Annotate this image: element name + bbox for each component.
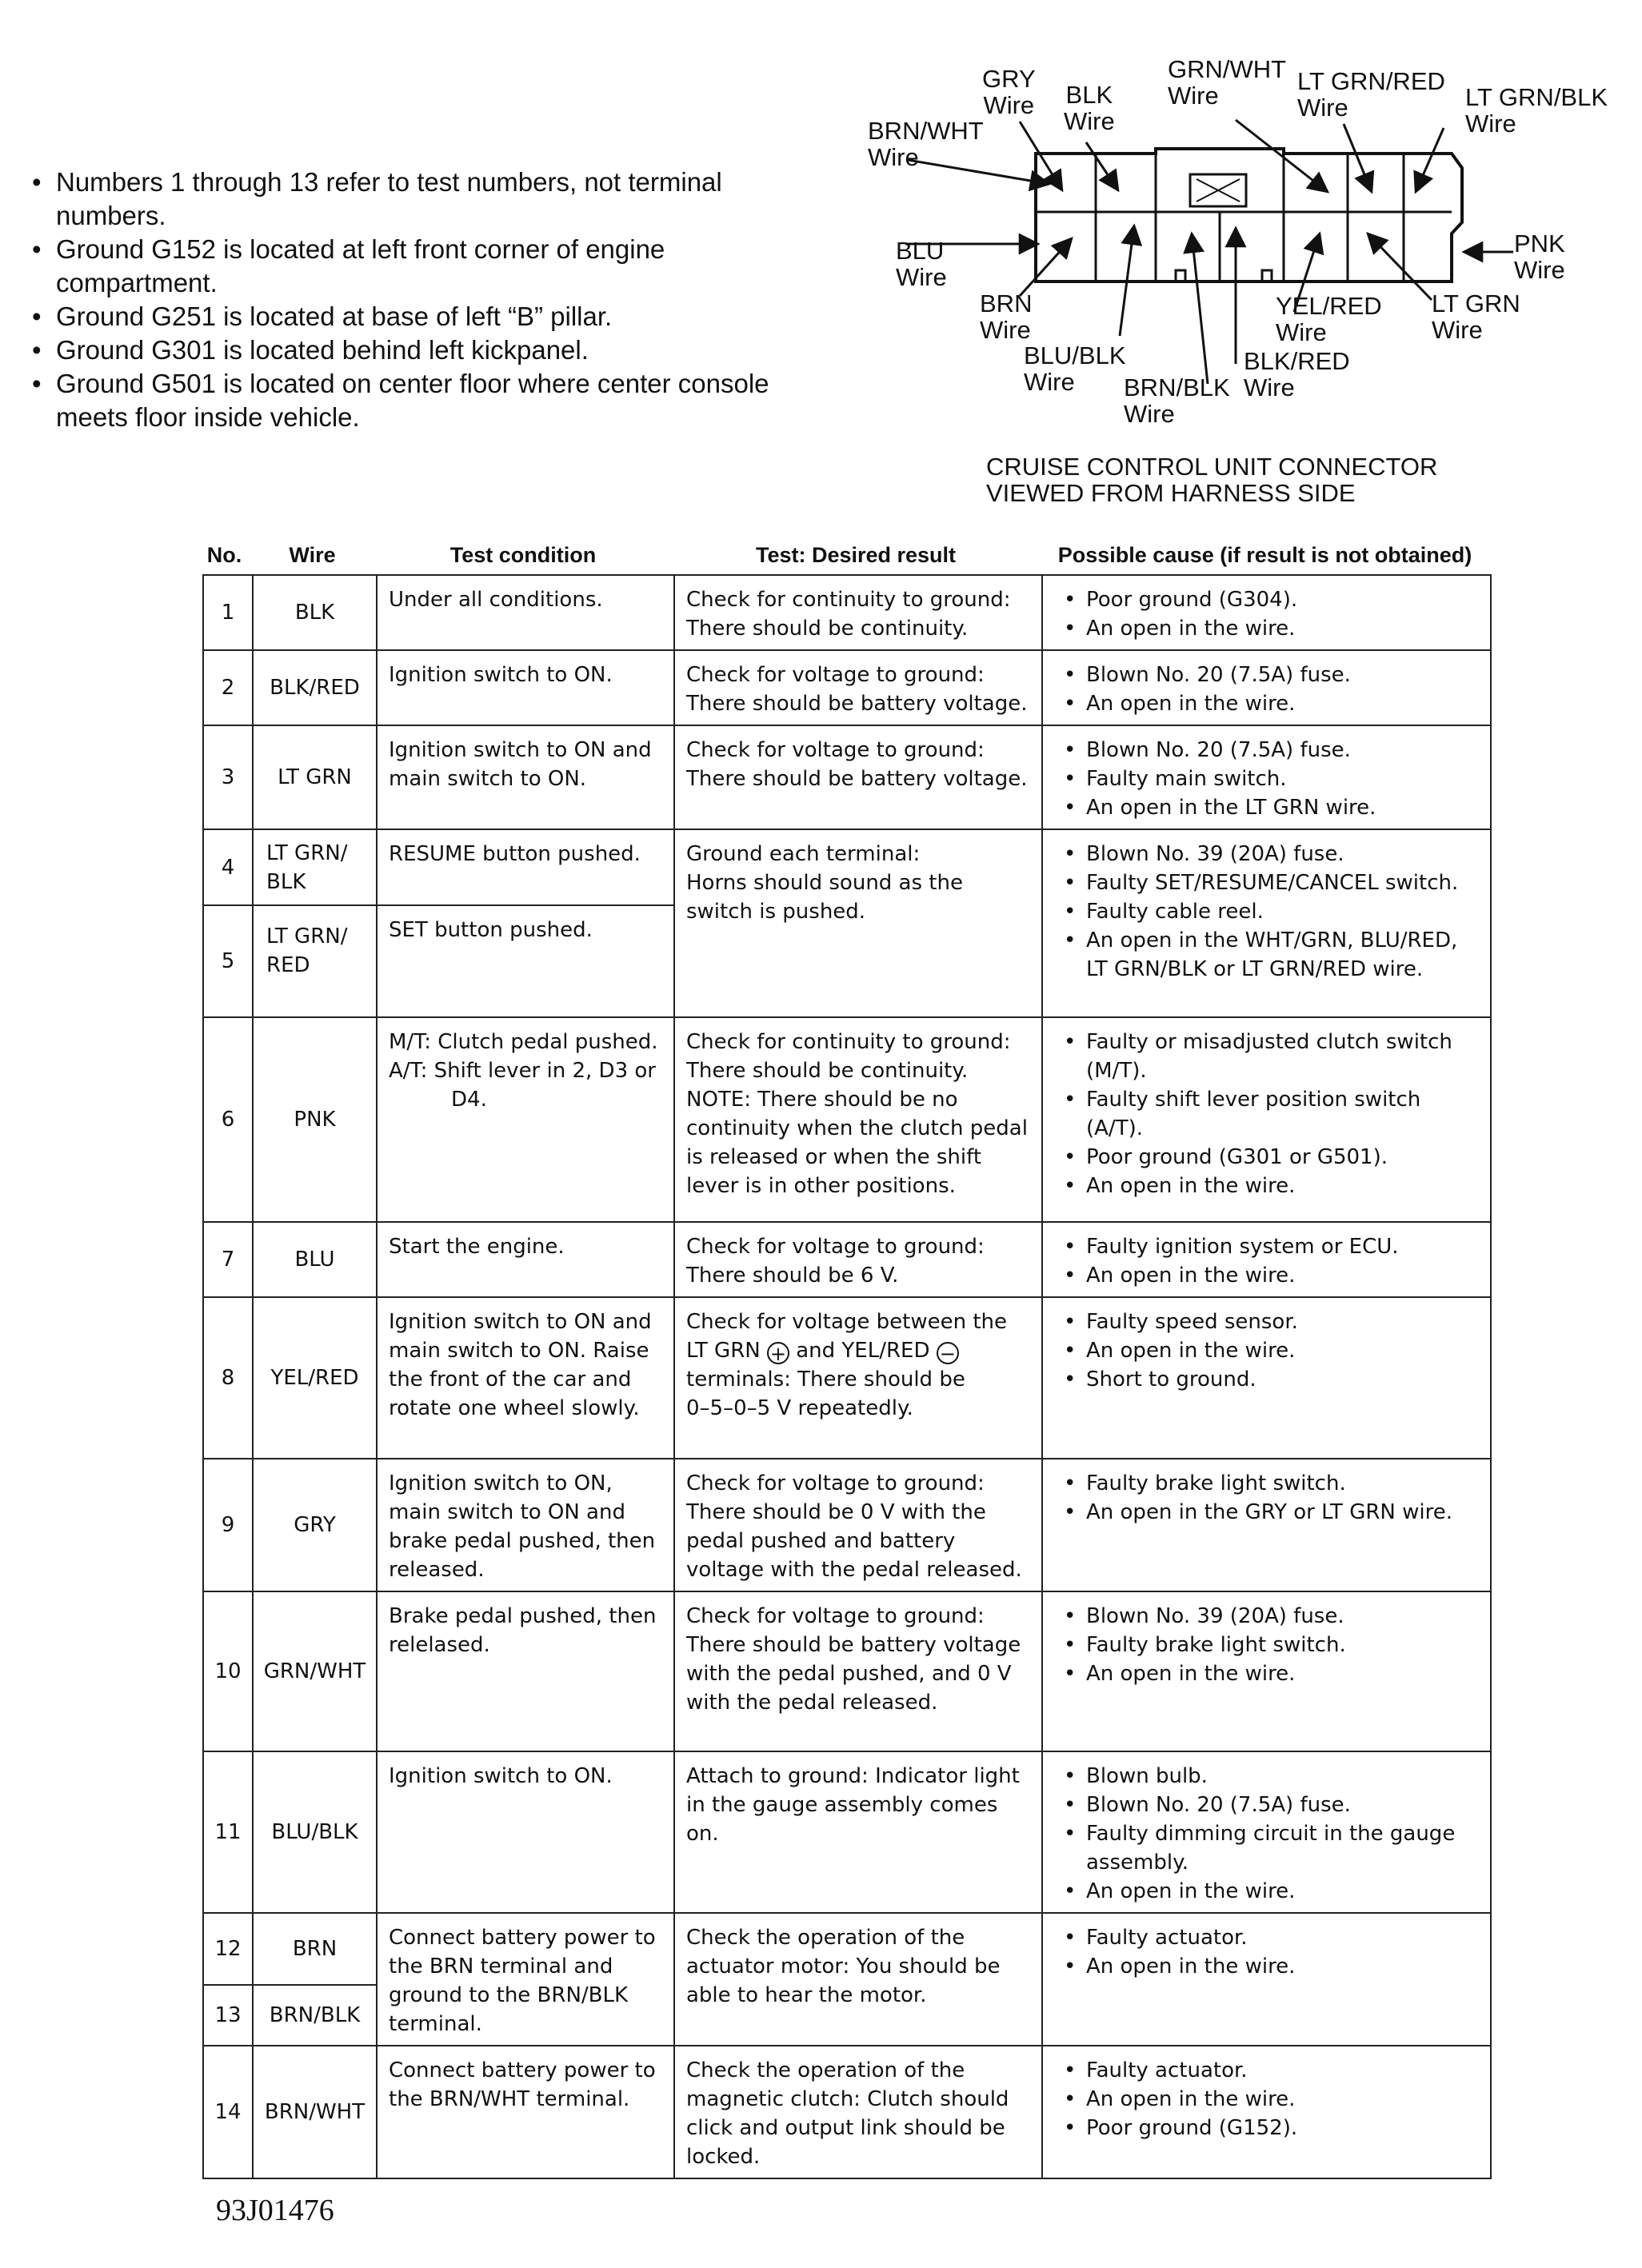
row-causes: • Faulty actuator. • An open in the wire. • Poor ground (G152). (1042, 2046, 1491, 2178)
row-wire: GRN/WHT (253, 1591, 377, 1751)
row-number: 2 (203, 650, 253, 725)
header-cause: Possible cause (if result is not obtained) (1057, 543, 1472, 567)
table-row (203, 1459, 1491, 1591)
test-table (202, 574, 1492, 2179)
row-number: 13 (203, 1985, 253, 2046)
figure-code: 93J01476 (216, 2194, 334, 2227)
row-wire: GRY (253, 1459, 377, 1591)
table-row (203, 1017, 1491, 1222)
row-result: Check for voltage to ground: There should be 6 V. (674, 1222, 1042, 1297)
table-row (203, 1222, 1491, 1297)
table-row (203, 1913, 1491, 1985)
row-causes: • Blown No. 20 (7.5A) fuse. • Faulty main switch. • An open in the LT GRN wire. (1042, 725, 1491, 829)
minus-symbol-icon: − (937, 1342, 959, 1364)
note-item: • Numbers 1 through 13 refer to test numbers, not terminal numbers. (32, 166, 832, 233)
row-condition: Start the engine. (377, 1222, 674, 1297)
row-number: 12 (203, 1913, 253, 1985)
row-condition: Ignition switch to ON and main switch to ON. (377, 725, 674, 829)
row-number: 1 (203, 575, 253, 650)
label-lt-grn-blk-wire: LT GRN/BLK Wire (1465, 83, 1608, 138)
plus-symbol-icon: + (767, 1342, 789, 1364)
row-condition: Ignition switch to ON, main switch to ON and brake pedal pushed, then released. (377, 1459, 674, 1591)
label-blk-wire: BLK Wire (1064, 81, 1115, 135)
note-item: • Ground G152 is located at left front corner of engine compartment. (32, 233, 832, 300)
row-result: Check for voltage to ground: There should be battery voltage. (674, 725, 1042, 829)
row-number: 6 (203, 1017, 253, 1222)
row-causes: • Poor ground (G304). • An open in the wire. (1042, 575, 1491, 650)
row-number: 14 (203, 2046, 253, 2178)
row-result: Check for voltage to ground: There should be 0 V with the pedal pushed and battery voltage with the pedal released. (674, 1459, 1042, 1591)
row-causes: • Blown No. 20 (7.5A) fuse. • An open in the wire. (1042, 650, 1491, 725)
row-causes: • Blown No. 39 (20A) fuse. • Faulty brake light switch. • An open in the wire. (1042, 1591, 1491, 1751)
row-causes: • Faulty speed sensor. • An open in the wire. • Short to ground. (1042, 1297, 1491, 1459)
row-number: 10 (203, 1591, 253, 1751)
row-causes: • Blown bulb. • Blown No. 20 (7.5A) fuse. • Faulty dimming circuit in the gauge assembly. • An open in the wire. (1042, 1751, 1491, 1913)
leader-brn (1020, 238, 1072, 296)
row-result: Check for voltage to ground: There should be battery voltage. (674, 650, 1042, 725)
label-lt-grn-red-wire: LT GRN/RED Wire (1297, 67, 1445, 122)
row-result: Check for continuity to ground: There should be continuity. NOTE: There should be no continuity when the clutch pedal is released or when the shift lever is in other positions. (674, 1017, 1042, 1222)
row-result: Check for voltage to ground: There should be battery voltage with the pedal pushed, and 0 V with the pedal released. (674, 1591, 1042, 1751)
row-condition: Ignition switch to ON and main switch to ON. Raise the front of the car and rotate one wheel slowly. (377, 1297, 674, 1459)
row-number: 3 (203, 725, 253, 829)
note-item: • Ground G301 is located behind left kickpanel. (32, 333, 832, 367)
header-no: No. (206, 543, 242, 567)
row-number: 9 (203, 1459, 253, 1591)
label-pnk-wire: PNK Wire (1514, 230, 1565, 284)
row-condition: Under all conditions. (377, 575, 674, 650)
row-condition: Brake pedal pushed, then relelased. (377, 1591, 674, 1751)
row-causes: • Blown No. 39 (20A) fuse. • Faulty SET/RESUME/CANCEL switch. • Faulty cable reel. • An open in the WHT/GRN, BLU/RED, LT GRN/BLK or LT GRN/RED wire. (1042, 829, 1491, 1017)
header-wire: Wire (289, 543, 336, 567)
row-result: Check for continuity to ground: There should be continuity. (674, 575, 1042, 650)
label-grn-wht-wire: GRN/WHT Wire (1168, 55, 1287, 110)
row-causes: • Faulty or misadjusted clutch switch (M/T). • Faulty shift lever position switch (A/T). • Poor ground (G301 or G501). • An open in the wire. (1042, 1017, 1491, 1222)
row-condition: Connect battery power to the BRN/WHT terminal. (377, 2046, 674, 2178)
table-row (203, 829, 1491, 905)
row-number: 7 (203, 1222, 253, 1297)
row-wire: BRN/BLK (253, 1985, 377, 2046)
connector-caption: CRUISE CONTROL UNIT CONNECTOR VIEWED FROM HARNESS SIDE (986, 453, 1438, 507)
row-causes: • Faulty actuator. • An open in the wire. (1042, 1913, 1491, 2046)
row-condition: SET button pushed. (377, 905, 674, 1017)
row-result: Check for voltage between the LT GRN + and YEL/RED − terminals: There should be 0–5–0–5 V repeatedly. (674, 1297, 1042, 1459)
row-causes: • Faulty ignition system or ECU. • An open in the wire. (1042, 1222, 1491, 1297)
label-lt-grn-wire: LT GRN Wire (1432, 289, 1520, 344)
table-row (203, 650, 1491, 725)
table-row (203, 1591, 1491, 1751)
row-wire: PNK (253, 1017, 377, 1222)
row-number: 4 (203, 829, 253, 905)
row-wire: LT GRN/ BLK (253, 829, 377, 905)
connector-diagram (840, 48, 1624, 464)
row-condition: Ignition switch to ON. (377, 650, 674, 725)
label-yel-red-wire: YEL/RED Wire (1276, 292, 1382, 346)
row-condition: M/T: Clutch pedal pushed. A/T: Shift lever in 2, D3 or D4. (377, 1017, 674, 1222)
header-result: Test: Desired result (755, 543, 957, 567)
row-wire: BLU/BLK (253, 1751, 377, 1913)
connector-body (1036, 149, 1462, 282)
row-wire: BLK (253, 575, 377, 650)
row-result: Attach to ground: Indicator light in the gauge assembly comes on. (674, 1751, 1042, 1913)
row-wire: BRN (253, 1913, 377, 1985)
row-result: Check the operation of the actuator motor: You should be able to hear the motor. (674, 1913, 1042, 2046)
table-row (203, 1751, 1491, 1913)
note-item: • Ground G251 is located at base of left “B” pillar. (32, 300, 832, 333)
label-blu-blk-wire: BLU/BLK Wire (1024, 341, 1126, 396)
label-brn-blk-wire: BRN/BLK Wire (1124, 373, 1230, 428)
label-blk-red-wire: BLK/RED Wire (1244, 347, 1350, 401)
row-number: 8 (203, 1297, 253, 1459)
row-wire: LT GRN (253, 725, 377, 829)
table-row (203, 2046, 1491, 2178)
label-brn-wht-wire: BRN/WHT Wire (868, 117, 984, 171)
table-row (203, 1297, 1491, 1459)
label-brn-wire: BRN Wire (980, 289, 1033, 344)
leader-blk (1086, 142, 1118, 190)
row-number: 11 (203, 1751, 253, 1913)
row-result: Ground each terminal: Horns should sound as the switch is pushed. (674, 829, 1042, 1017)
row-wire: BLK/RED (253, 650, 377, 725)
header-condition: Test condition (449, 543, 597, 567)
label-gry-wire: GRY Wire (982, 65, 1036, 119)
note-item: • Ground G501 is located on center floor where center console meets floor inside vehicle. (32, 367, 832, 434)
notes-list (32, 166, 832, 434)
row-result: Check the operation of the magnetic clutch: Clutch should click and output link should be locked. (674, 2046, 1042, 2178)
table-header (202, 543, 1490, 575)
row-wire: YEL/RED (253, 1297, 377, 1459)
row-condition: Connect battery power to the BRN terminal and ground to the BRN/BLK terminal. (377, 1913, 674, 2046)
label-blu-wire: BLU Wire (896, 237, 947, 291)
row-wire: BLU (253, 1222, 377, 1297)
row-wire: LT GRN/ RED (253, 905, 377, 1017)
row-condition: RESUME button pushed. (377, 829, 674, 905)
table-row (203, 575, 1491, 650)
leader-lt-grn (1368, 234, 1432, 300)
row-condition: Ignition switch to ON. (377, 1751, 674, 1913)
row-causes: • Faulty brake light switch. • An open in the GRY or LT GRN wire. (1042, 1459, 1491, 1591)
leader-lt-grn-blk (1416, 128, 1444, 192)
leader-grn-wht (1236, 120, 1328, 192)
leader-brn-blk (1192, 234, 1208, 384)
row-number: 5 (203, 905, 253, 1017)
table-row (203, 725, 1491, 829)
row-wire: BRN/WHT (253, 2046, 377, 2178)
